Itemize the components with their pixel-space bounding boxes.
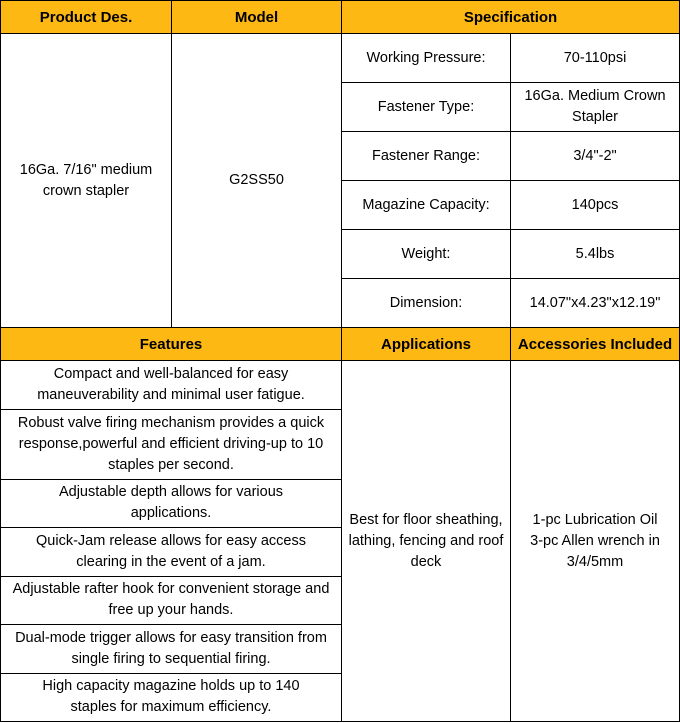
spec-value: 16Ga. Medium Crown Stapler: [511, 83, 680, 132]
accessory-item: 1-pc Lubrication Oil: [532, 511, 658, 528]
feature-item: Adjustable depth allows for various applications.: [1, 479, 342, 528]
spec-label: Dimension:: [342, 279, 511, 328]
spec-value: 140pcs: [511, 181, 680, 230]
header-model: Model: [172, 1, 342, 34]
spec-label: Weight:: [342, 230, 511, 279]
spec-label: Magazine Capacity:: [342, 181, 511, 230]
spec-label: Fastener Type:: [342, 83, 511, 132]
feature-row: [1, 361, 680, 410]
product-description: 16Ga. 7/16" medium crown stapler: [1, 34, 172, 328]
spec-value: 5.4lbs: [511, 230, 680, 279]
feature-item: High capacity magazine holds up to 140 staples for maximum efficiency.: [1, 673, 342, 722]
feature-item: Quick-Jam release allows for easy access clearing in the event of a jam.: [1, 528, 342, 577]
accessory-item: 3-pc Allen wrench in 3/4/5mm: [530, 532, 660, 570]
spec-value: 70-110psi: [511, 34, 680, 83]
spec-label: Working Pressure:: [342, 34, 511, 83]
section-header-row: [1, 328, 680, 361]
header-specification: Specification: [342, 1, 680, 34]
spec-label: Fastener Range:: [342, 132, 511, 181]
header-row: [1, 1, 680, 34]
spec-value: 14.07"x4.23"x12.19": [511, 279, 680, 328]
header-product-des: Product Des.: [1, 1, 172, 34]
accessories-list: [511, 361, 680, 722]
feature-item: Robust valve firing mechanism provides a quick response,powerful and efficient driving-up to 10 staples per second.: [1, 409, 342, 479]
feature-item: Compact and well-balanced for easy maneuverability and minimal user fatigue.: [1, 361, 342, 410]
header-features: Features: [1, 328, 342, 361]
applications-text: Best for floor sheathing, lathing, fencing and roof deck: [342, 361, 511, 722]
feature-item: Adjustable rafter hook for convenient storage and free up your hands.: [1, 576, 342, 625]
feature-item: Dual-mode trigger allows for easy transition from single firing to sequential firing.: [1, 625, 342, 674]
header-accessories: Accessories Included: [511, 328, 680, 361]
product-model: G2SS50: [172, 34, 342, 328]
header-applications: Applications: [342, 328, 511, 361]
spec-row: [1, 34, 680, 83]
spec-value: 3/4"-2": [511, 132, 680, 181]
